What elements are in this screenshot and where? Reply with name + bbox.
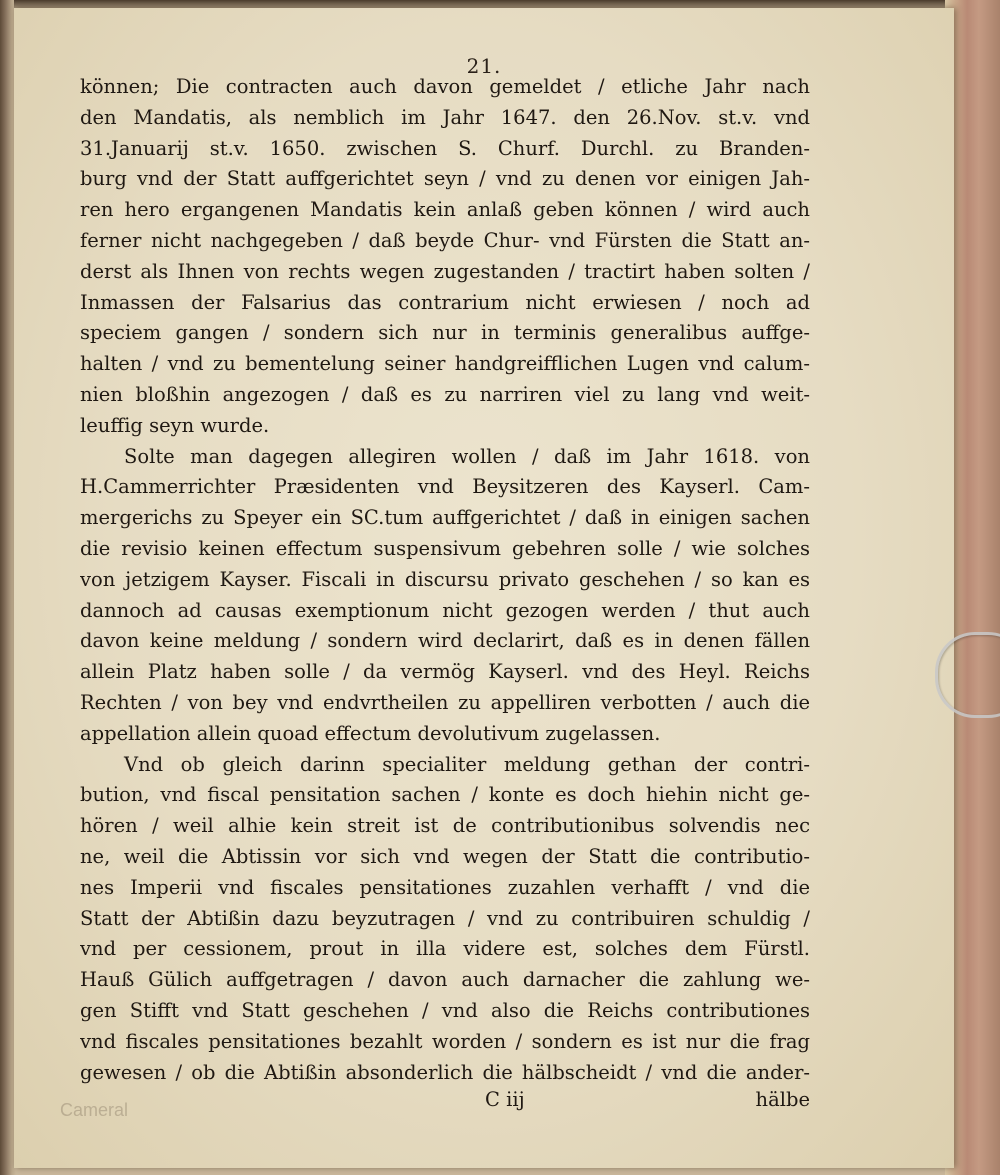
bleed-through-text: Cameral <box>60 1100 129 1120</box>
signature-mark: C iij <box>485 1088 525 1111</box>
text-line: halten / vnd zu bementelung seiner handgreifflichen Lugen vnd calum- <box>80 352 810 376</box>
text-line: Rechten / von bey vnd endvrtheilen zu appelliren verbotten / auch die <box>80 690 810 714</box>
text-line: leuffig seyn wurde. <box>80 413 270 437</box>
text-line: von jetzigem Kayser. Fiscali in discursu privato geschehen / so kan es <box>80 567 810 591</box>
paper-clip <box>935 632 1000 718</box>
text-line: ferner nicht nachgegeben / daß beyde Chur- vnd Fürsten die Statt an- <box>80 228 810 252</box>
text-line: nes Imperii vnd fiscales pensitationes zuzahlen verhafft / vnd die <box>80 875 810 899</box>
text-line: vnd per cessionem, prout in illa videre est, solches dem Fürstl. <box>80 937 810 961</box>
text-line: Inmassen der Falsarius das contrarium nicht erwiesen / noch ad <box>80 290 810 314</box>
text-line: appellation allein quoad effectum devolutivum zugelassen. <box>80 721 661 745</box>
text-line: nien bloßhin angezogen / daß es zu narriren viel zu lang vnd weit- <box>80 382 810 406</box>
text-line: gewesen / ob die Abtißin absonderlich die hälbscheidt / vnd die ander- <box>80 1060 810 1084</box>
text-line: dannoch ad causas exemptionum nicht gezogen werden / thut auch <box>80 598 810 622</box>
text-line: vnd fiscales pensitationes bezahlt worden / sondern es ist nur die frag <box>80 1029 810 1053</box>
catchword: hälbe <box>755 1088 810 1111</box>
text-line: davon keine meldung / sondern wird declarirt, daß es in denen fällen <box>80 629 810 653</box>
text-line: die revisio keinen effectum suspensivum gebehren solle / wie solches <box>80 536 810 560</box>
text-line: gen Stifft vnd Statt geschehen / vnd also die Reichs contributiones <box>80 998 810 1022</box>
text-line: Statt der Abtißin dazu beyzutragen / vnd zu contribuiren schuldig / <box>80 906 810 930</box>
text-line: Vnd ob gleich darinn specialiter meldung gethan der contri- <box>124 752 810 776</box>
text-line: speciem gangen / sondern sich nur in terminis generalibus auffge- <box>80 321 810 345</box>
text-line: den Mandatis, als nemblich im Jahr 1647. den 26.Nov. st.v. vnd <box>80 105 810 129</box>
text-line: derst als Ihnen von rechts wegen zugestanden / tractirt haben solten / <box>80 259 810 283</box>
text-line: Hauß Gülich auffgetragen / davon auch darnacher die zahlung we- <box>80 968 810 992</box>
text-line: bution, vnd fiscal pensitation sachen / konte es doch hiehin nicht ge- <box>80 783 810 807</box>
text-line: allein Platz haben solle / da vermög Kayserl. vnd des Heyl. Reichs <box>80 660 810 684</box>
text-line: Solte man dagegen allegiren wollen / daß im Jahr 1618. von <box>124 444 810 468</box>
text-line: ren hero ergangenen Mandatis kein anlaß geben können / wird auch <box>80 198 810 222</box>
text-line: hören / weil alhie kein streit ist de contributionibus solvendis nec <box>80 814 810 838</box>
text-line: 31.Januarij st.v. 1650. zwischen S. Churf. Durchl. zu Branden- <box>80 136 810 160</box>
text-line: ne, weil die Abtissin vor sich vnd wegen der Statt die contributio- <box>80 844 810 868</box>
body-text <box>80 72 810 1088</box>
page-footer <box>80 1088 810 1120</box>
text-line: können; Die contracten auch davon gemeldet / etliche Jahr nach <box>80 75 810 98</box>
text-line: burg vnd der Statt auffgerichtet seyn / vnd zu denen vor einigen Jah- <box>80 167 810 191</box>
text-line: mergerichs zu Speyer ein SC.tum auffgerichtet / daß in einigen sachen <box>80 506 810 530</box>
page-number: 21. <box>466 54 502 78</box>
text-line: H.Cammerrichter Præsidenten vnd Beysitzeren des Kayserl. Cam- <box>80 475 810 499</box>
